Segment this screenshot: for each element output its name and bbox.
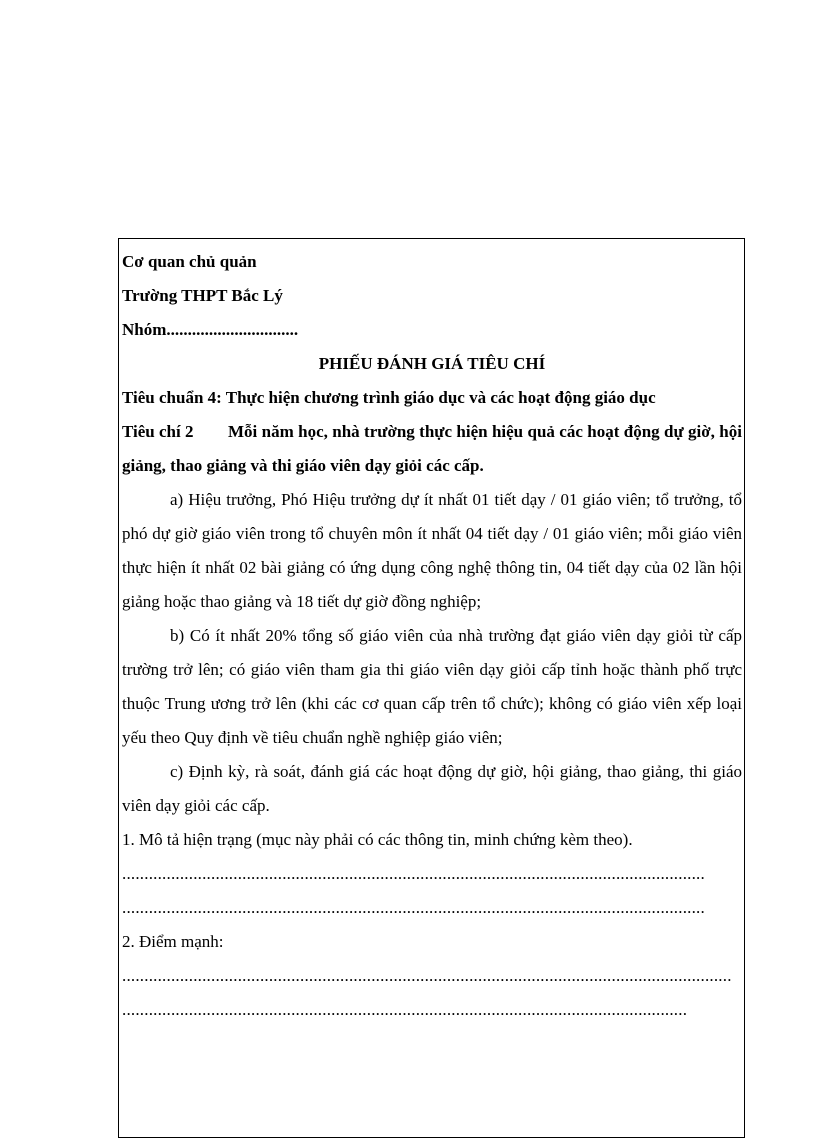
criterion-label: Tiêu chí 2 — [122, 422, 194, 441]
section-1-title: 1. Mô tả hiện trạng (mục này phải có các thông tin, minh chứng kèm theo). — [122, 830, 633, 849]
requirement-item-c: c) Định kỳ, rà soát, đánh giá các hoạt động dự giờ, hội giảng, thao giảng, thi giáo viên dạy giỏi các cấp. — [122, 762, 742, 815]
criterion-text: Mỗi năm học, nhà trường thực hiện hiệu quả các hoạt động dự giờ, hội giảng, thao giảng và thi giáo viên dạy giỏi các cấp. — [122, 422, 742, 475]
evaluation-form — [118, 238, 745, 1138]
standard-heading: Tiêu chuẩn 4: Thực hiện chương trình giáo dục và các hoạt động giáo dục — [122, 388, 656, 407]
section-2-answer-line-1: ......................................................................................................................................... — [122, 966, 732, 985]
form-title: PHIẾU ĐÁNH GIÁ TIÊU CHÍ — [318, 354, 546, 373]
group-field: Nhóm............................... — [122, 320, 299, 339]
requirement-item-b: b) Có ít nhất 20% tổng số giáo viên của nhà trường đạt giáo viên dạy giỏi từ cấp trường trở lên; có giáo viên tham gia thi giáo viên dạy giỏi cấp tỉnh hoặc thành phố trực thuộc Trung ương trở lên (khi các cơ quan cấp trên tổ chức); không có giáo viên xếp loại yếu theo Quy định về tiêu chuẩn nghề nghiệp giáo viên; — [122, 626, 742, 747]
school-name: Trường THPT Bắc Lý — [122, 286, 283, 305]
requirement-item-a: a) Hiệu trưởng, Phó Hiệu trưởng dự ít nhất 01 tiết dạy / 01 giáo viên; tổ trưởng, tổ phó dự giờ giáo viên trong tổ chuyên môn ít nhất 04 tiết dạy / 01 giáo viên; mỗi giáo viên thực hiện ít nhất 02 bài giảng có ứng dụng công nghệ thông tin, 04 tiết dạy của 02 lần hội giảng hoặc thao giảng và 18 tiết dự giờ đồng nghiệp; — [122, 490, 742, 611]
agency-label: Cơ quan chủ quản — [122, 252, 257, 271]
section-1-answer-line-1: ................................................................................................................................... — [122, 864, 705, 883]
section-2-answer-line-2: ............................................................................................................................... — [122, 1000, 688, 1019]
section-1-answer-line-2: ................................................................................................................................... — [122, 898, 705, 917]
criterion-heading — [122, 415, 742, 483]
section-2-title: 2. Điểm mạnh: — [122, 932, 224, 951]
